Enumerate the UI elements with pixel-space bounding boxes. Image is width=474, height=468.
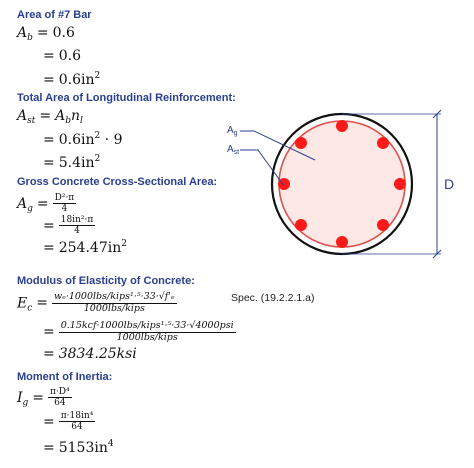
label-diameter: D — [444, 176, 455, 192]
rebar-4 — [377, 219, 389, 231]
eq-gross-line2: = $\frac{\text{18in²·π}}{4}$ — [43, 215, 94, 237]
eq-long-line1: $A_{st} = A_bn_l$ — [17, 108, 83, 126]
eq-mod-line3: = 3834.25ksi — [43, 346, 137, 362]
eq-mod-line1: $E_c$ = $\frac{\text{wₑ·1000lbs/kips¹·⁵·33·√f'ₑ}}{\text{1000lbs/kips}}$ — [17, 291, 175, 314]
rebar-6 — [295, 219, 307, 231]
eq-inertia-line3: = $5153in^4$ — [43, 439, 114, 456]
section-title-long-reinf: Total Area of Longitudinal Reinforcement: — [17, 92, 236, 104]
eq-gross-line3: = $254.47in^2$ — [43, 239, 127, 256]
section-title-modulus: Modulus of Elasticity of Concrete: — [17, 275, 195, 287]
section-title-inertia: Moment of Inertia: — [17, 371, 113, 383]
eq-long-line2: = $0.6in^2 \cdot 9$ — [43, 131, 123, 148]
eq-inertia-line1: $I_g$ = $\frac{\text{π·D⁴}}{64}$ — [17, 387, 70, 409]
eq-bar-line1: $A_b = 0.6$ — [17, 25, 75, 43]
rebar-2 — [377, 137, 389, 149]
label-ast: $A_{st}$ — [227, 144, 240, 156]
spec-reference: Spec. (19.2.2.1.a) — [231, 292, 315, 304]
label-ag: $A_g$ — [227, 125, 238, 137]
eq-mod-line2: = $\frac{\text{0.15kcf·1000lbs/kips¹·⁵·33·√4000psi}}{\text{1000lbs/kips}}$ — [43, 320, 234, 343]
eq-bar-line2: = 0.6 — [43, 48, 81, 64]
section-title-bar-area: Area of #7 Bar — [17, 9, 92, 21]
eq-long-line3: = $5.4in^2$ — [43, 154, 101, 171]
eq-inertia-line2: = $\frac{\text{π·18in⁴}}{64}$ — [43, 411, 94, 433]
rebar-3 — [394, 178, 406, 190]
section-title-gross-area: Gross Concrete Cross-Sectional Area: — [17, 176, 218, 188]
eq-gross-line1: $A_g$ = $\frac{\text{D²·π}}{4}$ — [17, 193, 75, 215]
rebar-1 — [336, 120, 348, 132]
eq-bar-line3: = $0.6in^2$ — [43, 71, 101, 88]
rebar-5 — [336, 236, 348, 248]
rebar-8 — [295, 137, 307, 149]
